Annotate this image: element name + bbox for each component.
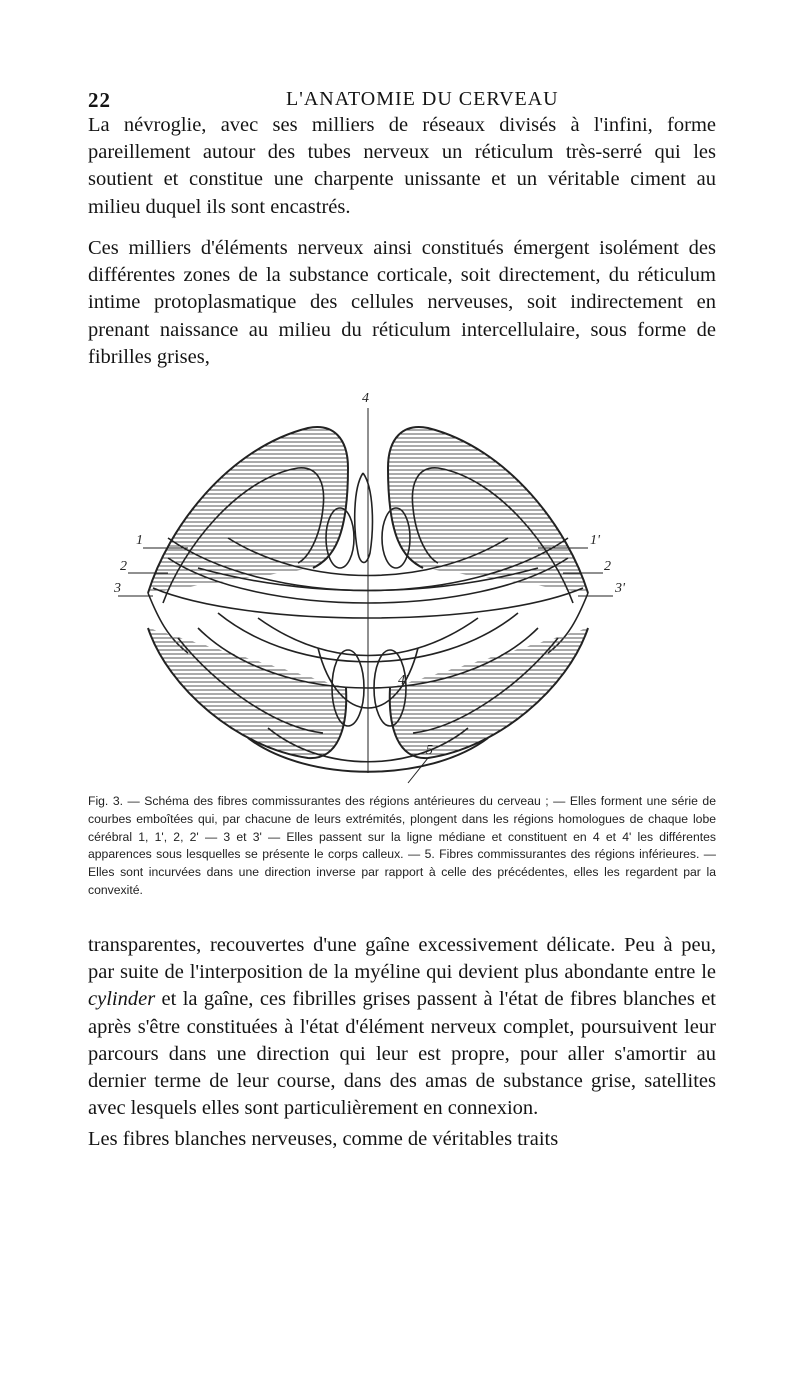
schema-illustration [108,388,628,788]
label-3-prime: 3' [615,581,625,596]
cylinder-term: cylinder [88,988,156,1011]
label-4: 4 [362,391,369,406]
running-head: L'ANATOMIE DU CERVEAU [286,88,559,110]
caption-text: — Schéma des fibres commissurantes des régions antérieures du cerveau ; — Elles forment une série de courbes emboîtées qui, par chacune de leurs extrémités, plongent dans les régions homologues de chaque lobe cérébral 1, 1', 2, 2' — 3 et 3' — Elles passent sur la ligne médiane et constituent en 4 et 4' les différentes apparences sous lesquelles se présente le corps calleux. — 5. Fibres commissurantes des régions inférieures. — Elles sont incurvées dans une direction inverse par rapport à celle des précédentes, elles les regardent par la convexité. [88,794,716,897]
paragraph-1: La névroglie, avec ses milliers de réseaux divisés à l'infini, forme pareillement autour des tubes nerveux un réticulum très-serré qui les soutient et constitue une charpente unissante et un véritable ciment au milieu duquel ils sont encastrés. [88,114,716,218]
figure-schema-commissural-fibers [108,388,628,788]
paragraph-4: Les fibres blanches nerveuses, comme de véritables traits [88,1128,559,1150]
paragraph-3-start: transparentes, recouvertes d'une gaîne excessivement délicate. Peu à peu, par suite de l'interposition de la myéline qui devient plus abondante entre le [88,934,716,984]
paragraph-2: Ces milliers d'éléments nerveux ainsi constitués émergent isolément des différentes zones de la substance corticale, soit directement, du réticulum intime protoplasmatique des cellules nerveuses, soit indirectement en prenant naissance au milieu du réticulum intercellulaire, sous forme de fibrilles grises, [88,237,716,368]
page-number: 22 [88,88,111,112]
label-5: 5 [426,743,433,758]
label-2: 2 [120,559,127,574]
paragraph-3-end: et la gaîne, ces fibrilles grises passent à l'état de fibres blanches et après s'être constituées à l'état d'élément nerveux complet, poursuivent leur parcours dans une direction qui leur est propre, pour aller s'amortir au dernier terme de leur course, dans des amas de substance grise, satellites avec lesquels elles sont particulièrement en connexion. [88,988,716,1120]
label-1: 1 [136,533,143,548]
label-1-prime: 1' [590,533,600,548]
fiber-curves [118,408,613,783]
figure-caption [88,793,716,900]
paragraph-3 [88,932,716,1122]
label-2-prime: 2 [604,559,611,574]
label-4-prime: 4' [398,673,408,688]
figure-reference: Fig. 3. [88,794,123,808]
label-3: 3 [114,581,121,596]
